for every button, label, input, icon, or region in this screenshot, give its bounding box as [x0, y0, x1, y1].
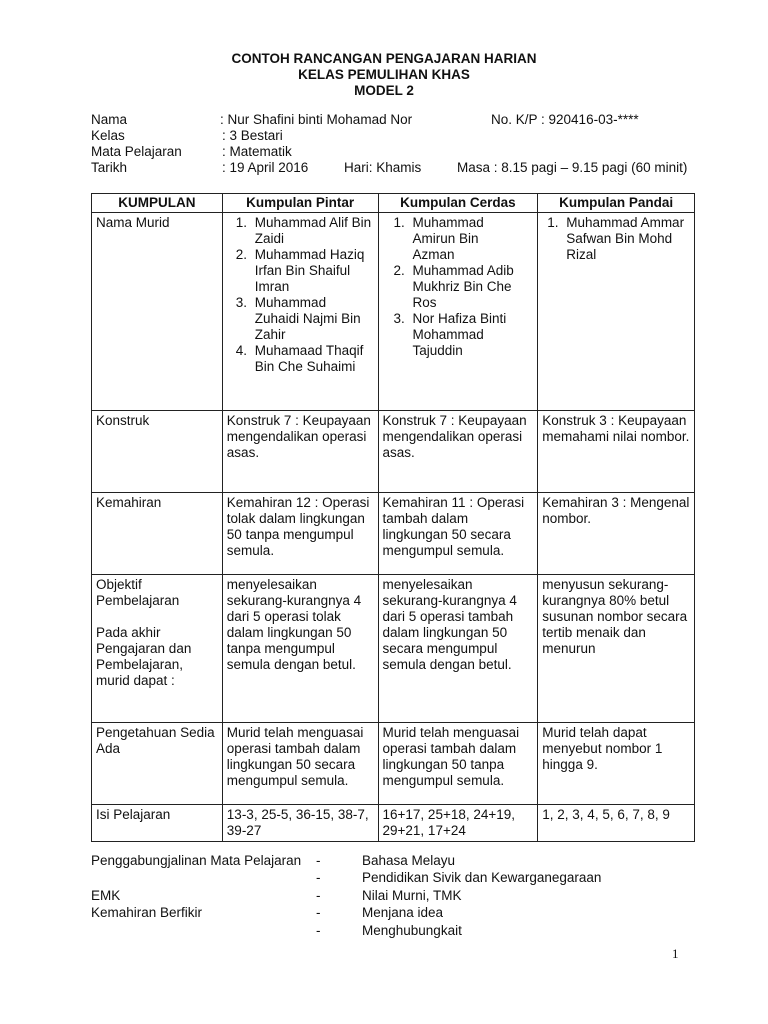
cell-pandai-names — [538, 213, 695, 411]
table-row-objektif — [92, 575, 695, 723]
cell-kemahiran-pintar: Kemahiran 12 : Operasi tolak dalam lingkungan 50 tanpa mengumpul semula. — [222, 493, 378, 575]
cell-isi-cerdas: 16+17, 25+18, 24+19, 29+21, 17+24 — [378, 805, 538, 842]
cell-objektif-pintar: menyelesaikan sekurang-kurangnya 4 dari 5 operasi tolak dalam lingkungan 50 tanpa mengumpul semula dengan betul. — [222, 575, 378, 723]
label-emk: EMK — [91, 887, 121, 903]
label-penggabungjalinan: Penggabungjalinan Mata Pelajaran — [91, 853, 302, 868]
header-kumpulan: KUMPULAN — [92, 194, 223, 213]
cell-isi-pandai: 1, 2, 3, 4, 5, 6, 7, 8, 9 — [538, 805, 695, 842]
table-header-row — [92, 194, 695, 213]
title-line-3: MODEL 2 — [354, 83, 414, 98]
row-label-konstruk: Konstruk — [92, 411, 223, 493]
info-section — [91, 112, 711, 176]
table-row-isi — [92, 805, 695, 842]
cell-objektif-cerdas: menyelesaikan sekurang-kurangnya 4 dari 5 operasi tambah dalam lingkungan 50 secara mengumpul semula dengan betul. — [378, 575, 538, 723]
dash: - — [316, 905, 321, 921]
cell-pengetahuan-pandai: Murid telah dapat menyebut nombor 1 hingga 9. — [538, 723, 695, 805]
row-label-pengetahuan: Pengetahuan Sedia Ada — [92, 723, 223, 805]
kelas-label: Kelas — [91, 128, 125, 143]
tarikh-label: Tarikh — [91, 160, 128, 175]
nama-label: Nama — [91, 112, 128, 127]
footer-item: Bahasa Melayu — [362, 853, 456, 868]
cell-kemahiran-cerdas: Kemahiran 11 : Operasi tambah dalam lingkungan 50 secara mengumpul semula. — [378, 493, 538, 575]
cell-pintar-names — [222, 213, 378, 411]
objektif-label: Objektif Pembelajaran — [96, 577, 180, 608]
list-item: 1. Muhammad Alif Bin Zaidi — [251, 215, 374, 247]
footer-item: Menjana idea — [362, 905, 444, 921]
cell-konstruk-pintar: Konstruk 7 : Keupayaan mengendalikan operasi asas. — [222, 411, 378, 493]
nama-value: : Nur Shafini binti Mohamad Nor — [220, 112, 413, 127]
list-item: 1. Muhammad Ammar Safwan Bin Mohd Rizal — [562, 215, 690, 263]
title-line-2: KELAS PEMULIHAN KHAS — [298, 67, 470, 82]
objektif-sub-label: Pada akhir Pengajaran dan Pembelajaran, murid dapat : — [96, 625, 192, 688]
row-label-nama-murid: Nama Murid — [92, 213, 223, 411]
title-line-1: CONTOH RANCANGAN PENGAJARAN HARIAN — [231, 51, 537, 66]
cell-objektif-pandai: menyusun sekurang-kurangnya 80% betul susunan nombor secara tertib menaik dan menurun — [538, 575, 695, 723]
cell-cerdas-names — [378, 213, 538, 411]
cell-konstruk-pandai: Konstruk 3 : Keupayaan memahami nilai nombor. — [538, 411, 695, 493]
row-label-isi: Isi Pelajaran — [92, 805, 223, 842]
dash: - — [316, 887, 321, 903]
table-row-nama-murid — [92, 213, 695, 411]
list-item: 2. Muhammad Adib Mukhriz Bin Che Ros — [409, 263, 524, 311]
lesson-plan-table — [91, 193, 695, 842]
hari-value: Hari: Khamis — [344, 160, 422, 175]
masa-value: Masa : 8.15 pagi – 9.15 pagi (60 minit) — [457, 160, 688, 175]
kp-value: No. K/P : 920416-03-**** — [491, 112, 639, 127]
cell-pengetahuan-pintar: Murid telah menguasai operasi tambah dalam lingkungan 50 secara mengumpul semula. — [222, 723, 378, 805]
dash: - — [316, 922, 321, 938]
row-label-objektif — [92, 575, 223, 723]
list-item: 4. Muhamaad Thaqif Bin Che Suhaimi — [251, 343, 374, 375]
dash: - — [316, 870, 321, 886]
table-row-kemahiran — [92, 493, 695, 575]
footer-item: Menghubungkait — [362, 922, 462, 938]
list-item: 3. Muhammad Zuhaidi Najmi Bin Zahir — [251, 295, 374, 343]
mapel-value: : Matematik — [222, 144, 292, 159]
footer-section — [91, 852, 711, 939]
table-row-pengetahuan — [92, 723, 695, 805]
row-label-kemahiran: Kemahiran — [92, 493, 223, 575]
label-kemahiran-berfikir: Kemahiran Berfikir — [91, 905, 203, 921]
header-cerdas: Kumpulan Cerdas — [378, 194, 538, 213]
document-title — [0, 51, 768, 99]
table-row-konstruk — [92, 411, 695, 493]
footer-item: Nilai Murni, TMK — [362, 887, 462, 903]
cell-isi-pintar: 13-3, 25-5, 36-15, 38-7, 39-27 — [222, 805, 378, 842]
page-number: 1 — [672, 946, 679, 961]
header-pandai: Kumpulan Pandai — [538, 194, 695, 213]
list-item: 1. Muhammad Amirun Bin Azman — [409, 215, 524, 263]
cell-konstruk-cerdas: Konstruk 7 : Keupayaan mengendalikan operasi asas. — [378, 411, 538, 493]
mapel-label: Mata Pelajaran — [91, 144, 182, 159]
dash: - — [316, 853, 321, 868]
footer-item: Pendidikan Sivik dan Kewarganegaraan — [362, 870, 602, 886]
list-item: 2. Muhammad Haziq Irfan Bin Shaiful Imran — [251, 247, 374, 295]
header-pintar: Kumpulan Pintar — [222, 194, 378, 213]
list-item: 3. Nor Hafiza Binti Mohammad Tajuddin — [409, 311, 524, 359]
cell-kemahiran-pandai: Kemahiran 3 : Mengenal nombor. — [538, 493, 695, 575]
cell-pengetahuan-cerdas: Murid telah menguasai operasi tambah dalam lingkungan 50 tanpa mengumpul semula. — [378, 723, 538, 805]
kelas-value: : 3 Bestari — [222, 128, 283, 143]
tarikh-value: : 19 April 2016 — [222, 160, 309, 175]
